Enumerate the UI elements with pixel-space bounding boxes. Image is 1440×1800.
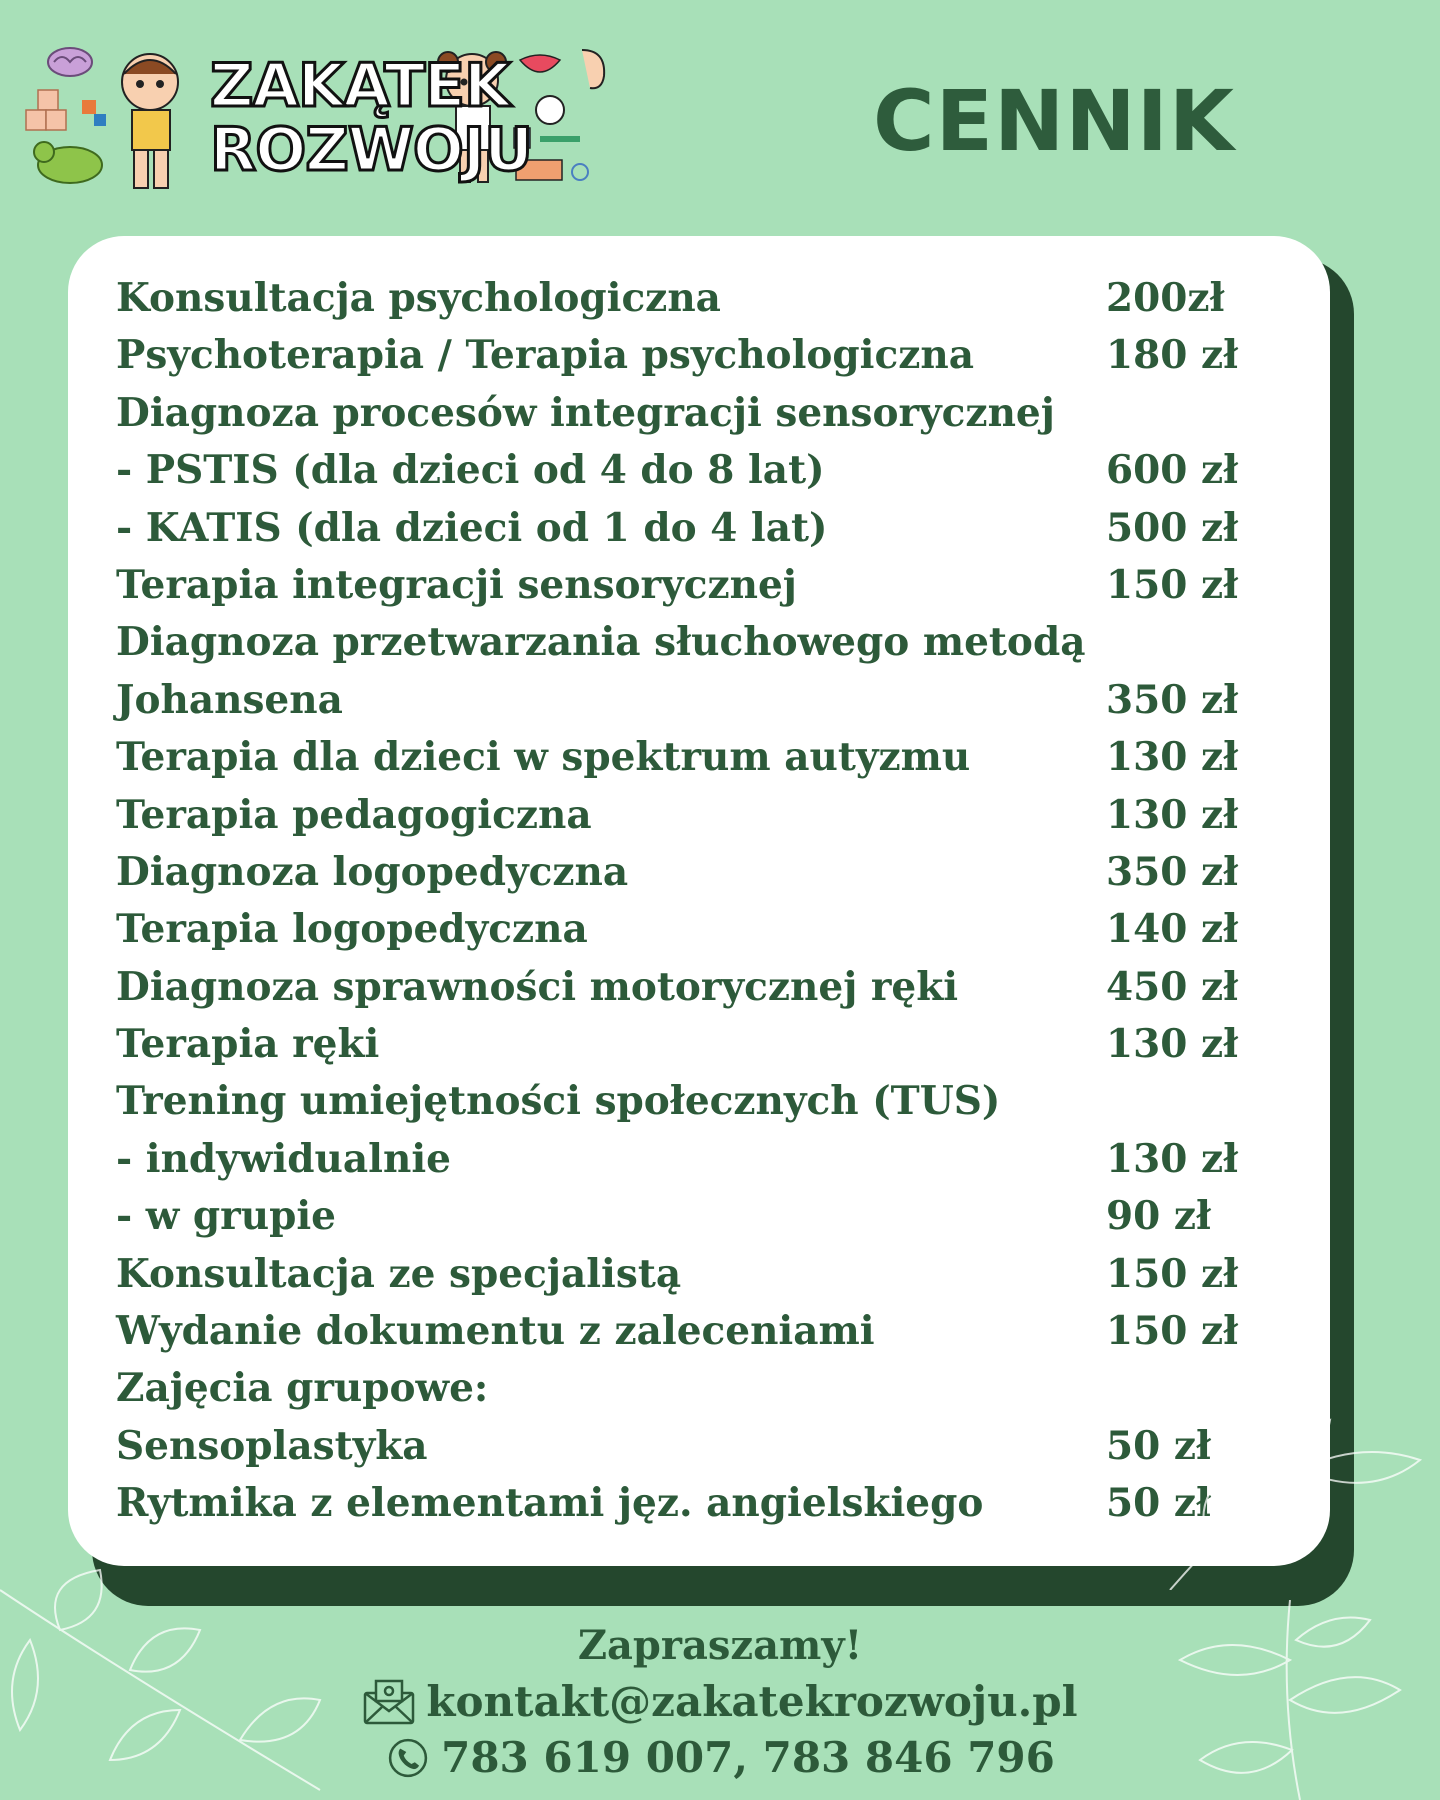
leaf-branch-right-top-icon bbox=[1150, 1410, 1440, 1590]
logo-line-1: ZAKĄTEK bbox=[210, 51, 510, 121]
logo-line-2: ROZWOJU bbox=[210, 115, 532, 185]
price-list bbox=[116, 270, 1256, 1533]
ear-icon bbox=[582, 50, 604, 88]
service-label: Terapia integracji sensorycznej bbox=[116, 561, 797, 608]
logo-text bbox=[210, 51, 532, 185]
service-price: 130 zł bbox=[1106, 1021, 1239, 1068]
price-row bbox=[116, 557, 1256, 614]
service-label: Terapia ręki bbox=[116, 1021, 380, 1068]
email-line bbox=[0, 1674, 1440, 1730]
service-label: - PSTIS (dla dzieci od 4 do 8 lat) bbox=[116, 447, 825, 494]
price-row bbox=[116, 901, 1256, 958]
price-row bbox=[116, 844, 1256, 901]
footer bbox=[0, 1618, 1440, 1786]
price-row bbox=[116, 1131, 1256, 1188]
phone-numbers[interactable]: 783 619 007, 783 846 796 bbox=[441, 1733, 1055, 1782]
service-price: 90 zł bbox=[1106, 1193, 1212, 1240]
service-price: 130 zł bbox=[1106, 734, 1239, 781]
invite-text: Zapraszamy! bbox=[577, 1622, 863, 1669]
service-price: 180 zł bbox=[1106, 332, 1239, 379]
abc-blocks-icon bbox=[26, 90, 66, 130]
price-row bbox=[116, 1246, 1256, 1303]
price-row bbox=[116, 1016, 1256, 1073]
price-row bbox=[116, 1418, 1256, 1475]
price-row bbox=[116, 672, 1256, 729]
service-price: 450 zł bbox=[1106, 963, 1239, 1010]
price-row bbox=[116, 327, 1256, 384]
price-row bbox=[116, 1188, 1256, 1245]
service-label: Diagnoza procesów integracji sensorycznej bbox=[116, 389, 1055, 436]
service-label: Rytmika z elementami jęz. angielskiego bbox=[116, 1480, 984, 1527]
price-row bbox=[116, 442, 1256, 499]
service-label: Diagnoza sprawności motorycznej ręki bbox=[116, 963, 959, 1010]
service-price: 150 zł bbox=[1106, 1308, 1239, 1355]
envelope-at-icon bbox=[362, 1677, 416, 1727]
logo bbox=[20, 40, 680, 200]
price-row bbox=[116, 385, 1256, 442]
price-row bbox=[116, 1360, 1256, 1417]
service-price: 140 zł bbox=[1106, 906, 1239, 953]
brain-icon bbox=[48, 48, 92, 76]
service-label: - indywidualnie bbox=[116, 1135, 451, 1182]
service-price: 50 zł bbox=[1106, 1480, 1212, 1527]
service-price: 350 zł bbox=[1106, 848, 1239, 895]
puzzle-icon bbox=[82, 100, 96, 114]
service-label: - w grupie bbox=[116, 1193, 336, 1240]
service-price: 500 zł bbox=[1106, 504, 1239, 551]
service-label: - KATIS (dla dzieci od 1 do 4 lat) bbox=[116, 504, 828, 551]
dinosaur-icon bbox=[34, 142, 102, 183]
ball-icon bbox=[536, 96, 564, 124]
boy-figure-icon bbox=[122, 54, 178, 188]
service-label: Trening umiejętności społecznych (TUS) bbox=[116, 1078, 1001, 1125]
service-label: Psychoterapia / Terapia psychologiczna bbox=[116, 332, 974, 379]
service-price: 130 zł bbox=[1106, 791, 1239, 838]
email-link[interactable]: kontakt@zakatekrozwoju.pl bbox=[426, 1677, 1078, 1726]
price-row bbox=[116, 1475, 1256, 1532]
price-row bbox=[116, 1303, 1256, 1360]
service-label: Terapia dla dzieci w spektrum autyzmu bbox=[116, 734, 971, 781]
price-row bbox=[116, 959, 1256, 1016]
price-row bbox=[116, 270, 1256, 327]
price-row bbox=[116, 500, 1256, 557]
service-price: 130 zł bbox=[1106, 1135, 1239, 1182]
service-label: Terapia logopedyczna bbox=[116, 906, 588, 953]
service-label: Konsultacja ze specjalistą bbox=[116, 1250, 682, 1297]
service-price: 150 zł bbox=[1106, 561, 1239, 608]
page-title: CENNIK bbox=[873, 72, 1235, 170]
phone-line bbox=[0, 1730, 1440, 1786]
service-label: Diagnoza logopedyczna bbox=[116, 848, 629, 895]
service-price: 200zł bbox=[1106, 275, 1225, 321]
service-label: Zajęcia grupowe: bbox=[116, 1365, 489, 1412]
price-row bbox=[116, 614, 1256, 671]
service-label: Johansena bbox=[116, 676, 343, 723]
price-row bbox=[116, 729, 1256, 786]
price-row bbox=[116, 787, 1256, 844]
service-price: 50 zł bbox=[1106, 1422, 1212, 1469]
service-price: 150 zł bbox=[1106, 1250, 1239, 1297]
service-label: Diagnoza przetwarzania słuchowego metodą bbox=[116, 619, 1086, 666]
phone-icon bbox=[385, 1735, 431, 1781]
service-label: Sensoplastyka bbox=[116, 1422, 428, 1469]
service-price: 350 zł bbox=[1106, 676, 1239, 723]
service-label: Wydanie dokumentu z zaleceniami bbox=[116, 1308, 875, 1355]
service-label: Konsultacja psychologiczna bbox=[116, 275, 721, 321]
price-row bbox=[116, 1073, 1256, 1130]
service-price: 600 zł bbox=[1106, 447, 1239, 494]
service-label: Terapia pedagogiczna bbox=[116, 791, 592, 838]
